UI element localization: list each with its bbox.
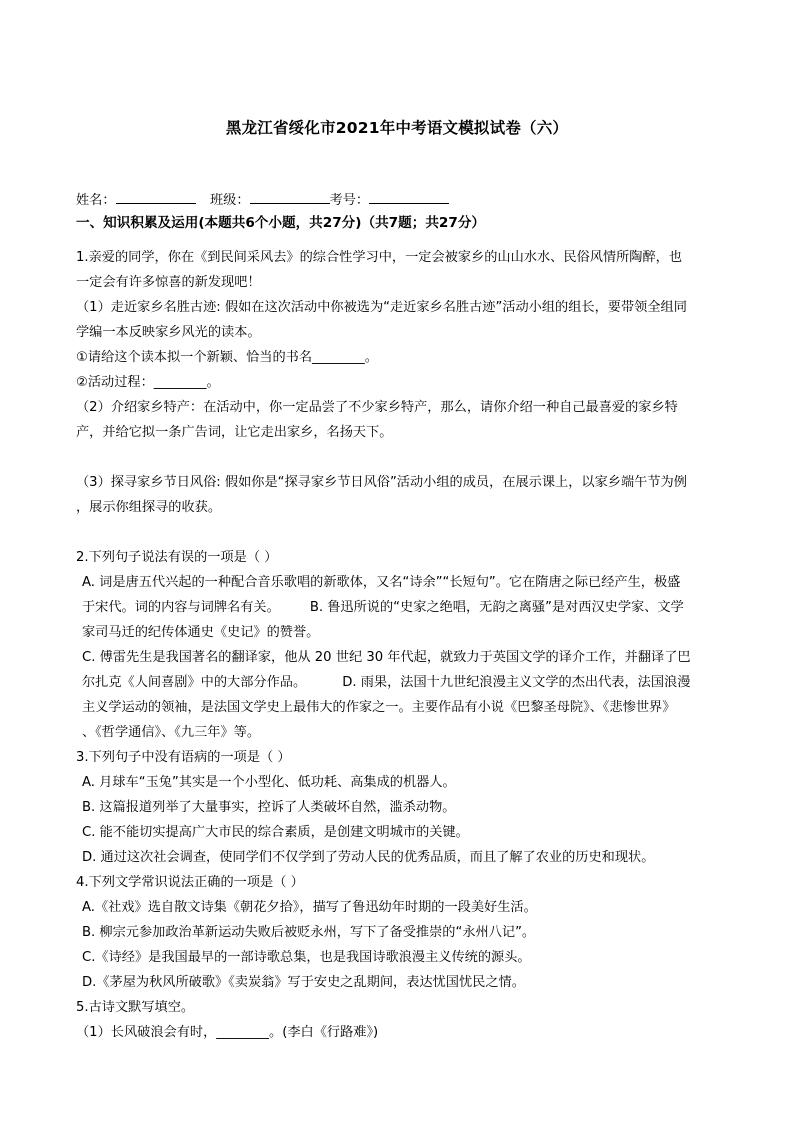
q4-stem: 4.下列文学常识说法正确的一项是（ ） xyxy=(76,875,304,890)
section-heading: 一、知识积累及运用(本题共6个小题，共27分)（共7题；共27分） xyxy=(76,215,486,231)
q2-option-d-line3: 、《哲学通信》、《九三年》等。 xyxy=(82,725,261,740)
q1-sub2-line2: 产，并给它拟一条广告词，让它走出家乡，名扬天下。 xyxy=(76,425,393,440)
q2-option-ab-line xyxy=(82,595,730,620)
q1-stem-line1: 1.亲爱的同学，你在《到民间采风去》的综合性学习中，一定会被家乡的山山水水、民俗风情所陶醉，也 xyxy=(76,250,683,265)
q2-option-a-line2: 于宋代。词的内容与词牌名有关。 xyxy=(82,600,280,615)
q2-option-cd-line xyxy=(82,670,730,695)
exam-number-blank[interactable] xyxy=(369,189,449,204)
page-title: 黑龙江省绥化市2021年中考语文模拟试卷（六） xyxy=(225,119,569,137)
q1-sub1-line2: 学编一本反映家乡风光的读本。 xyxy=(76,325,261,340)
q5-sub1: （1）长风破浪会有时，________。(李白《行路难》) xyxy=(76,1025,379,1040)
q2-option-c-line1: C. 傅雷先生是我国著名的翻译家，他从 20 世纪 30 年代起，就致力于英国文学的译介工作，并翻译了巴 xyxy=(82,650,691,665)
student-info-line xyxy=(76,188,730,213)
q2-option-d-line2: 主义学运动的领袖，是法国文学史上最伟大的作家之一。主要作品有小说《巴黎圣母院》、《悲惨世界》 xyxy=(82,700,676,715)
q1-sub1-task2: ②活动过程：________。 xyxy=(76,375,220,390)
q3-option-a: A. 月球车“玉兔”其实是一个小型化、低功耗、高集成的机器人。 xyxy=(82,775,456,790)
q3-stem: 3.下列句子中没有语病的一项是（ ） xyxy=(76,750,291,765)
q2-option-b-line2: 家司马迁的纪传体通史《史记》的赞誉。 xyxy=(82,625,320,640)
class-label: 班级： xyxy=(209,193,250,208)
q1-stem-line2: 一定会有许多惊喜的新发现吧！ xyxy=(76,275,261,290)
q3-option-d: D. 通过这次社会调查，使同学们不仅学到了劳动人民的优秀品质，而且了解了农业的历史和现状。 xyxy=(82,850,655,865)
q1-sub1-line1: （1）走近家乡名胜古迹: 假如在这次活动中你被选为“走近家乡名胜古迹”活动小组的组长，要带领全组同 xyxy=(76,300,687,315)
q4-option-b: B. 柳宗元参加政治革新运动失败后被贬永州，写下了备受推崇的“永州八记”。 xyxy=(82,925,536,940)
exam-number-label: 考号： xyxy=(329,193,370,208)
q2-stem: 2.下列句子说法有误的一项是（ ） xyxy=(76,550,278,565)
name-blank[interactable] xyxy=(116,189,196,204)
q4-option-d: D.《茅屋为秋风所破歌》《卖炭翁》写于安史之乱期间，表达忧国忧民之情。 xyxy=(82,975,525,990)
q2-option-b-line1: B. 鲁迅所说的“史家之绝唱，无韵之离骚”是对西汉史学家、文学 xyxy=(309,600,684,615)
q1-sub3-line2: ，展示你组探寻的收获。 xyxy=(76,500,222,515)
q4-option-a: A.《社戏》选自散文诗集《朝花夕拾》，描写了鲁迅幼年时期的一段美好生活。 xyxy=(82,900,537,915)
q1-sub1-task1: ①请给这个读本拟一个新颖、恰当的书名________。 xyxy=(76,350,378,365)
q2-option-c-line2: 尔扎克《人间喜剧》中的大部分作品。 xyxy=(82,675,307,690)
name-label: 姓名： xyxy=(76,193,116,208)
q4-option-c: C.《诗经》是我国最早的一部诗歌总集，也是我国诗歌浪漫主义传统的源头。 xyxy=(82,950,531,965)
q1-sub2-line1: （2）介绍家乡特产：在活动中，你一定品尝了不少家乡特产，那么，请你介绍一种自己最喜爱的家乡特 xyxy=(76,400,678,415)
class-blank[interactable] xyxy=(250,189,330,204)
q5-stem: 5.古诗文默写填空。 xyxy=(76,1000,195,1015)
q2-option-d-line1: D. 雨果，法国十九世纪浪漫主义文学的杰出代表，法国浪漫 xyxy=(342,675,691,690)
q3-option-b: B. 这篇报道列举了大量事实，控诉了人类破坏自然，滥杀动物。 xyxy=(82,800,456,815)
q2-option-a-line1: A. 词是唐五代兴起的一种配合音乐歌唱的新歌体，又名“诗余”“长短句”。它在隋唐之际已经产生，极盛 xyxy=(82,575,681,590)
q1-sub3-line1: （3）探寻家乡节日风俗: 假如你是“探寻家乡节日风俗”活动小组的成员，在展示课上，以家乡端午节为例 xyxy=(76,475,687,490)
q3-option-c: C. 能不能切实提高广大市民的综合素质，是创建文明城市的关键。 xyxy=(82,825,469,840)
